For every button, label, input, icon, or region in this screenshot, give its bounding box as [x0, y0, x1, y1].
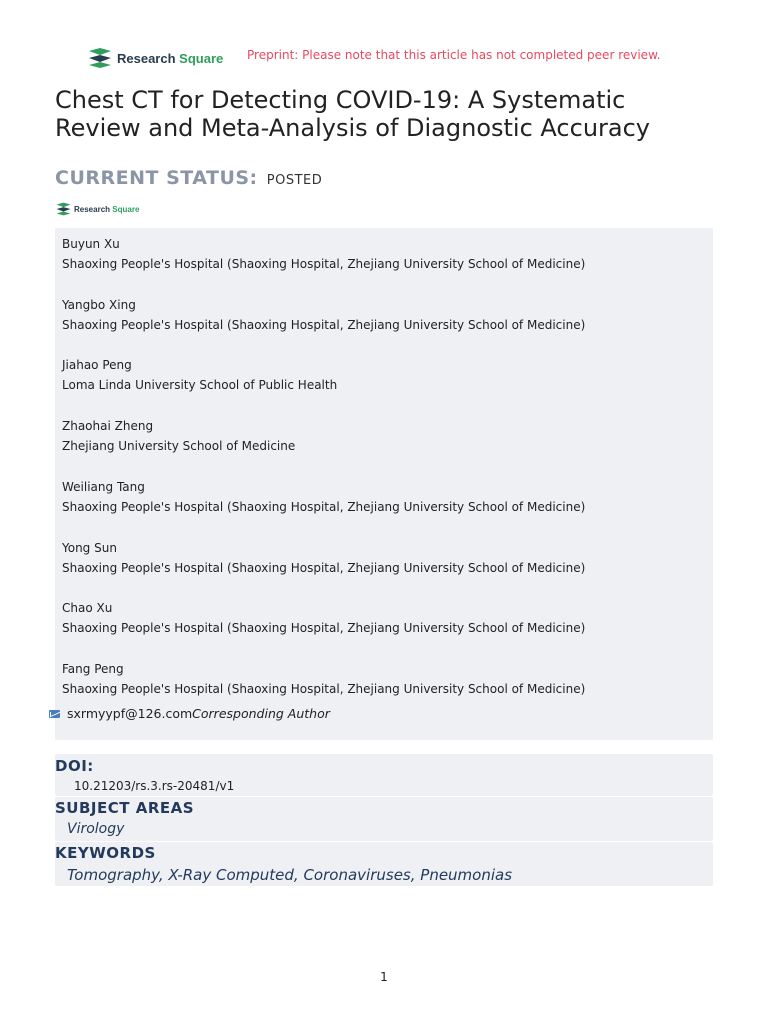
page-header [87, 46, 727, 70]
corresponding-email[interactable]: sxrmyypf@126.com [67, 706, 193, 721]
author-affiliation: Shaoxing People's Hospital (Shaoxing Hospital, Zhejiang University School of Medicine) [62, 318, 586, 332]
subject-areas-section [55, 797, 713, 841]
author-name: Jiahao Peng [62, 358, 132, 372]
corresponding-label: Corresponding Author [192, 706, 330, 721]
author-affiliation: Shaoxing People's Hospital (Shaoxing Hospital, Zhejiang University School of Medicine) [62, 682, 586, 696]
author-name: Zhaohai Zheng [62, 419, 154, 433]
author-entry [62, 295, 585, 335]
author-affiliation: Shaoxing People's Hospital (Shaoxing Hospital, Zhejiang University School of Medicine) [62, 621, 586, 635]
author-name: Weiliang Tang [62, 480, 145, 494]
author-affiliation: Shaoxing People's Hospital (Shaoxing Hospital, Zhejiang University School of Medicine) [62, 500, 586, 514]
preprint-notice: Preprint: Please note that this article has not completed peer review. [247, 48, 661, 62]
author-name: Yong Sun [62, 541, 117, 555]
status-value: POSTED [266, 173, 323, 188]
keywords-value[interactable]: Tomography, X-Ray Computed, Coronaviruses, Pneumonias [67, 866, 513, 884]
author-entry [62, 598, 585, 638]
author-affiliation: Zhejiang University School of Medicine [62, 439, 296, 453]
author-name: Yangbo Xing [62, 298, 136, 312]
logo-text: Research Square [117, 50, 224, 66]
author-name: Buyun Xu [62, 237, 120, 251]
author-entry [62, 659, 585, 699]
status-label: CURRENT STATUS: [55, 167, 258, 189]
mail-icon [49, 710, 60, 718]
keywords-section [55, 842, 713, 886]
doi-section [55, 754, 713, 796]
research-square-logo[interactable] [87, 46, 223, 70]
author-affiliation: Loma Linda University School of Public Health [62, 378, 338, 392]
author-entry [62, 538, 585, 578]
article-title: Chest CT for Detecting COVID-19: A Systematic Review and Meta-Analysis of Diagnostic Accuracy [55, 86, 650, 142]
author-entry [62, 355, 337, 395]
author-name: Fang Peng [62, 662, 124, 676]
logo-text: Research Square [74, 204, 140, 214]
page-number: 1 [380, 970, 388, 984]
logo-chevron-icon [55, 202, 72, 216]
author-entry [62, 234, 585, 274]
author-list [55, 228, 713, 740]
doi-value[interactable]: 10.21203/rs.3.rs-20481/v1 [74, 779, 235, 793]
author-name: Chao Xu [62, 601, 113, 615]
doi-label: DOI: [55, 757, 94, 775]
author-affiliation: Shaoxing People's Hospital (Shaoxing Hospital, Zhejiang University School of Medicine) [62, 561, 586, 575]
author-entry [62, 477, 585, 517]
small-research-square-logo [55, 202, 139, 216]
author-affiliation: Shaoxing People's Hospital (Shaoxing Hospital, Zhejiang University School of Medicine) [62, 257, 586, 271]
keywords-label: KEYWORDS [55, 844, 156, 862]
author-entry [62, 416, 295, 456]
corresponding-author [55, 706, 330, 721]
logo-chevron-icon [87, 47, 113, 69]
current-status [55, 167, 322, 189]
subject-areas-value[interactable]: Virology [67, 821, 125, 837]
subject-areas-label: SUBJECT AREAS [55, 799, 195, 817]
